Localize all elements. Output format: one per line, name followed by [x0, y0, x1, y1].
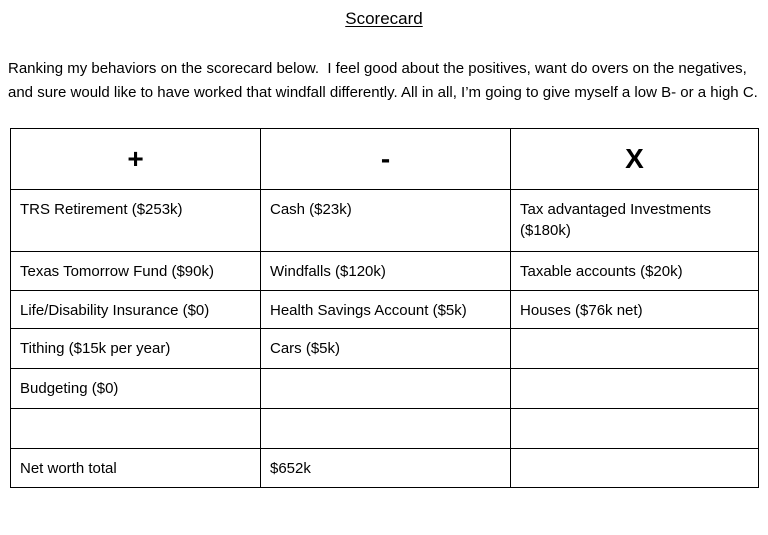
table-header-row — [11, 129, 759, 190]
table-cell — [511, 449, 759, 488]
table-cell — [261, 409, 511, 449]
table-cell: Cash ($23k) — [261, 190, 511, 252]
page-title — [0, 9, 768, 29]
table-cell: Houses ($76k net) — [511, 291, 759, 329]
header-cell-x: X — [511, 129, 759, 190]
table-cell: Budgeting ($0) — [11, 369, 261, 409]
table-row — [11, 291, 759, 329]
table-row — [11, 449, 759, 488]
intro-paragraph: Ranking my behaviors on the scorecard below. I feel good about the positives, want do overs on the negatives, and sure would like to have worked that windfall differently. All in all, I’m going to give myself a low B- or a high C. — [8, 60, 758, 101]
table-row — [11, 190, 759, 252]
table-cell — [261, 369, 511, 409]
table-cell — [511, 409, 759, 449]
table-cell: Health Savings Account ($5k) — [261, 291, 511, 329]
table-cell-net-worth-label: Net worth total — [11, 449, 261, 488]
header-cell-minus: - — [261, 129, 511, 190]
table-row — [11, 409, 759, 449]
table-cell: Taxable accounts ($20k) — [511, 252, 759, 291]
table-cell — [511, 369, 759, 409]
table-row — [11, 329, 759, 369]
table-cell: TRS Retirement ($253k) — [11, 190, 261, 252]
page-title-text: Scorecard — [345, 9, 423, 28]
table-cell: Tithing ($15k per year) — [11, 329, 261, 369]
header-cell-plus: + — [11, 129, 261, 190]
table-cell — [11, 409, 261, 449]
table-cell: Cars ($5k) — [261, 329, 511, 369]
table-cell-net-worth-value: $652k — [261, 449, 511, 488]
table-cell — [511, 329, 759, 369]
table-cell: Texas Tomorrow Fund ($90k) — [11, 252, 261, 291]
table-row — [11, 369, 759, 409]
table-cell: Tax advantaged Investments ($180k) — [511, 190, 759, 252]
table-cell: Windfalls ($120k) — [261, 252, 511, 291]
table-row — [11, 252, 759, 291]
document-page — [0, 9, 768, 488]
scorecard-table — [10, 128, 759, 488]
table-cell: Life/Disability Insurance ($0) — [11, 291, 261, 329]
